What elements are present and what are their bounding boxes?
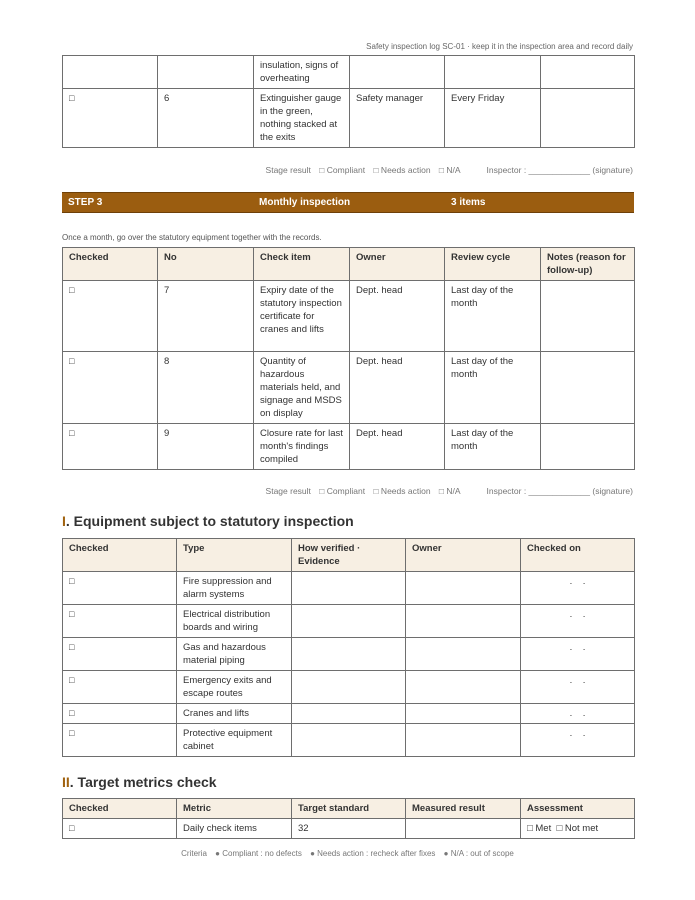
stage-result-label: Stage result xyxy=(265,486,311,496)
needs-action-checkbox[interactable]: □ Needs action xyxy=(373,165,431,175)
cell-no: 7 xyxy=(158,281,254,352)
step3-table xyxy=(62,247,635,470)
stage-result-step3 xyxy=(260,486,633,496)
section-title-text: . Target metrics check xyxy=(69,774,217,790)
cell-review-cycle: Last day of the month xyxy=(445,281,541,352)
header-type: Type xyxy=(177,539,292,572)
section1-table xyxy=(62,538,635,757)
cell-verified[interactable] xyxy=(292,724,406,757)
header-check-item: Check item xyxy=(254,248,350,281)
section1-title xyxy=(62,513,354,529)
header-checked: Checked xyxy=(63,799,177,819)
header-checked: Checked xyxy=(63,539,177,572)
header-owner: Owner xyxy=(350,248,445,281)
step3-intro: Once a month, go over the statutory equipment together with the records. xyxy=(62,233,322,242)
step-title: Monthly inspection xyxy=(259,197,351,208)
table-row xyxy=(63,89,635,148)
cell-no xyxy=(158,56,254,89)
table-row xyxy=(63,56,635,89)
checkbox[interactable]: □ xyxy=(63,671,177,704)
table-row xyxy=(63,572,635,605)
header-assessment: Assessment xyxy=(521,799,635,819)
section-numeral: I xyxy=(62,513,66,529)
legend-label: Criteria xyxy=(181,849,207,858)
stage-result-step2 xyxy=(260,165,633,175)
cell-check-item: insulation, signs of overheating xyxy=(254,56,350,89)
cell-check-item: Extinguisher gauge in the green, nothing stacked at the exits xyxy=(254,89,350,148)
criteria-legend xyxy=(0,849,695,858)
cell-type: Fire suppression and alarm systems xyxy=(177,572,292,605)
cell-type: Gas and hazardous material piping xyxy=(177,638,292,671)
header-measured-result: Measured result xyxy=(406,799,521,819)
cell-no: 9 xyxy=(158,424,254,470)
cell-no: 8 xyxy=(158,352,254,424)
compliant-checkbox[interactable]: □ Compliant xyxy=(319,486,366,496)
cell-notes[interactable] xyxy=(541,424,635,470)
table-row xyxy=(63,424,635,470)
table-header-row xyxy=(63,539,635,572)
checkbox[interactable]: □ xyxy=(63,819,177,839)
cell-type: Emergency exits and escape routes xyxy=(177,671,292,704)
cell-measured[interactable] xyxy=(406,819,521,839)
cell-notes[interactable] xyxy=(541,352,635,424)
checkbox[interactable]: □ xyxy=(63,605,177,638)
checkbox[interactable]: □ xyxy=(63,352,158,424)
header-checked-on: Checked on xyxy=(521,539,635,572)
header-checked: Checked xyxy=(63,248,158,281)
cell-assessment[interactable]: □ Met □ Not met xyxy=(521,819,635,839)
table-header-row xyxy=(63,248,635,281)
cell-date[interactable]: . . xyxy=(521,638,635,671)
section2-title xyxy=(62,774,217,790)
inspector-signature[interactable]: Inspector : _____________ (signature) xyxy=(486,486,633,496)
cell-owner[interactable] xyxy=(406,704,521,724)
checkbox[interactable]: □ xyxy=(63,572,177,605)
table-row xyxy=(63,724,635,757)
cell-date[interactable]: . . xyxy=(521,572,635,605)
cell-review-cycle xyxy=(445,56,541,89)
cell-type: Cranes and lifts xyxy=(177,704,292,724)
table-header-row xyxy=(63,799,635,819)
cell-type: Protective equipment cabinet xyxy=(177,724,292,757)
cell-notes[interactable] xyxy=(541,56,635,89)
cell-verified[interactable] xyxy=(292,605,406,638)
header-review-cycle: Review cycle xyxy=(445,248,541,281)
table-row xyxy=(63,671,635,704)
header-target-standard: Target standard xyxy=(292,799,406,819)
cell-notes[interactable] xyxy=(541,89,635,148)
table-row xyxy=(63,281,635,352)
cell-owner[interactable] xyxy=(406,572,521,605)
checkbox[interactable]: □ xyxy=(63,424,158,470)
cell-date[interactable]: . . xyxy=(521,605,635,638)
cell-target: 32 xyxy=(292,819,406,839)
na-checkbox[interactable]: □ N/A xyxy=(438,486,461,496)
cell-verified[interactable] xyxy=(292,572,406,605)
cell-checked[interactable] xyxy=(63,56,158,89)
cell-notes[interactable] xyxy=(541,281,635,352)
needs-action-checkbox[interactable]: □ Needs action xyxy=(373,486,431,496)
cell-verified[interactable] xyxy=(292,638,406,671)
header-no: No xyxy=(158,248,254,281)
checkbox[interactable]: □ xyxy=(63,89,158,148)
step3-bar xyxy=(62,192,634,213)
cell-owner[interactable] xyxy=(406,724,521,757)
table-row xyxy=(63,352,635,424)
checkbox[interactable]: □ xyxy=(63,724,177,757)
checkbox[interactable]: □ xyxy=(63,638,177,671)
cell-review-cycle: Every Friday xyxy=(445,89,541,148)
cell-owner[interactable] xyxy=(406,671,521,704)
table-row xyxy=(63,638,635,671)
cell-verified[interactable] xyxy=(292,671,406,704)
cell-owner: Dept. head xyxy=(350,352,445,424)
step-count: 3 items xyxy=(451,197,486,208)
stage-result-label: Stage result xyxy=(265,165,311,175)
cell-owner[interactable] xyxy=(406,638,521,671)
cell-check-item: Closure rate for last month's findings compiled xyxy=(254,424,350,470)
table-row xyxy=(63,605,635,638)
cell-date[interactable]: . . xyxy=(521,724,635,757)
section-title-text: . Equipment subject to statutory inspection xyxy=(65,513,354,529)
cell-check-item: Quantity of hazardous materials held, and signage and MSDS on display xyxy=(254,352,350,424)
step-label: STEP 3 xyxy=(68,197,103,208)
header-owner: Owner xyxy=(406,539,521,572)
cell-owner xyxy=(350,56,445,89)
checkbox[interactable]: □ xyxy=(63,704,177,724)
cell-date[interactable]: . . xyxy=(521,704,635,724)
cell-review-cycle: Last day of the month xyxy=(445,352,541,424)
table-row xyxy=(63,704,635,724)
section2-table xyxy=(62,798,635,839)
legend-item-na: ● N/A : out of scope xyxy=(443,849,514,858)
header-how-verified: How verified · Evidence xyxy=(292,539,406,572)
cell-verified[interactable] xyxy=(292,704,406,724)
legend-item-needs-action: ● Needs action : recheck after fixes xyxy=(310,849,436,858)
na-checkbox[interactable]: □ N/A xyxy=(438,165,461,175)
cell-metric: Daily check items xyxy=(177,819,292,839)
step2-continued-table xyxy=(62,55,635,148)
cell-owner: Dept. head xyxy=(350,281,445,352)
cell-owner[interactable] xyxy=(406,605,521,638)
section-numeral: II xyxy=(62,774,70,790)
checkbox[interactable]: □ xyxy=(63,281,158,352)
cell-owner: Dept. head xyxy=(350,424,445,470)
header-notes: Notes (reason for follow-up) xyxy=(541,248,635,281)
cell-check-item: Expiry date of the statutory inspection certificate for cranes and lifts xyxy=(254,281,350,352)
legend-item-compliant: ● Compliant : no defects xyxy=(215,849,302,858)
cell-owner: Safety manager xyxy=(350,89,445,148)
header-metric: Metric xyxy=(177,799,292,819)
cell-no: 6 xyxy=(158,89,254,148)
cell-review-cycle: Last day of the month xyxy=(445,424,541,470)
cell-type: Electrical distribution boards and wiring xyxy=(177,605,292,638)
cell-date[interactable]: . . xyxy=(521,671,635,704)
running-header: Safety inspection log SC-01 · keep it in the inspection area and record daily xyxy=(366,42,633,51)
inspector-signature[interactable]: Inspector : _____________ (signature) xyxy=(486,165,633,175)
compliant-checkbox[interactable]: □ Compliant xyxy=(319,165,366,175)
table-row xyxy=(63,819,635,839)
